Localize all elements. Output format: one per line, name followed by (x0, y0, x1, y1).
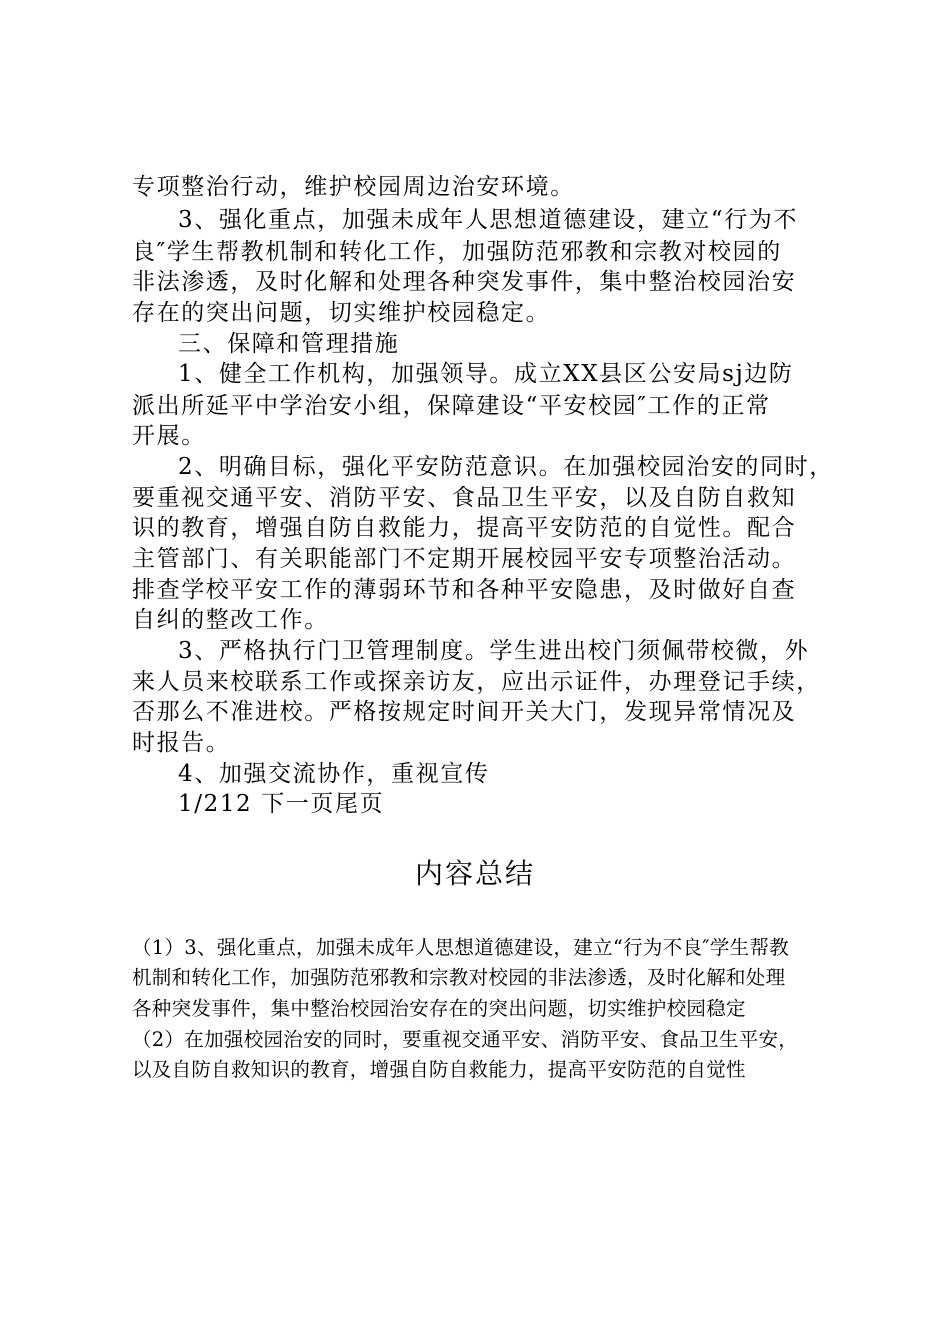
summary-line: 机制和转化工作，加强防范邪教和宗教对校园的非法渗透，及时化解和处理 (132, 966, 786, 989)
body-line: 识的教育，增强自防自救能力，提高平安防范的自觉性。配合 (132, 515, 797, 541)
body-line: 自纠的整改工作。 (132, 607, 329, 633)
body-line: 3、强化重点，加强未成年人思想道德建设，建立“行为不 (178, 207, 798, 233)
body-line: 2、明确目标，强化平安防范意识。在加强校园治安的同时， (178, 454, 834, 480)
body-line: 良″学生帮教机制和转化工作，加强防范邪教和宗教对校园的 (132, 239, 782, 265)
body-line: 1、健全工作机构，加强领导。成立XX县区公安局sj边防 (178, 361, 794, 387)
summary-line: 各种突发事件，集中整治校园治安存在的突出问题，切实维护校园稳定 (132, 997, 746, 1020)
body-line: 否那么不准进校。严格按规定时间开关大门，发现异常情况及 (132, 699, 797, 725)
summary-title: 内容总结 (414, 857, 535, 890)
body-line: 4、加强交流协作，重视宣传 (178, 761, 490, 787)
body-line: 专项整治行动，维护校园周边治安环境。 (132, 174, 575, 200)
body-line: 开展。 (132, 423, 206, 449)
body-line: 排查学校平安工作的薄弱环节和各种平安隐患，及时做好自查 (132, 577, 797, 603)
body-line: 主管部门、有关职能部门不定期开展校园平安专项整治活动。 (132, 546, 797, 572)
body-line: 3、严格执行门卫管理制度。学生进出校门须佩带校微，外 (178, 638, 810, 664)
body-line: 非法渗透，及时化解和处理各种突发事件，集中整治校园治安 (132, 269, 797, 295)
section-heading: 三、保障和管理措施 (178, 331, 400, 357)
pagination-text: 1/212 下一页尾页 (178, 791, 385, 817)
summary-line: （1）3、强化重点，加强未成年人思想道德建设，建立“行为不良″学生帮教 (132, 936, 790, 959)
body-line: 来人员来校联系工作或探亲访友，应出示证件，办理登记手续， (132, 669, 821, 695)
summary-line: 以及自防自救知识的教育，增强自防自救能力，提高平安防范的自觉性 (132, 1058, 746, 1081)
body-line: 要重视交通平安、消防平安、食品卫生平安，以及自防自救知 (132, 485, 797, 511)
body-line: 存在的突出问题，切实维护校园稳定。 (132, 300, 551, 326)
summary-line: （2）在加强校园治安的同时，要重视交通平安、消防平安、食品卫生平安， (132, 1028, 799, 1051)
body-line: 时报告。 (132, 730, 231, 756)
body-line: 派出所延平中学治安小组，保障建设“平安校园″工作的正常 (132, 393, 771, 419)
